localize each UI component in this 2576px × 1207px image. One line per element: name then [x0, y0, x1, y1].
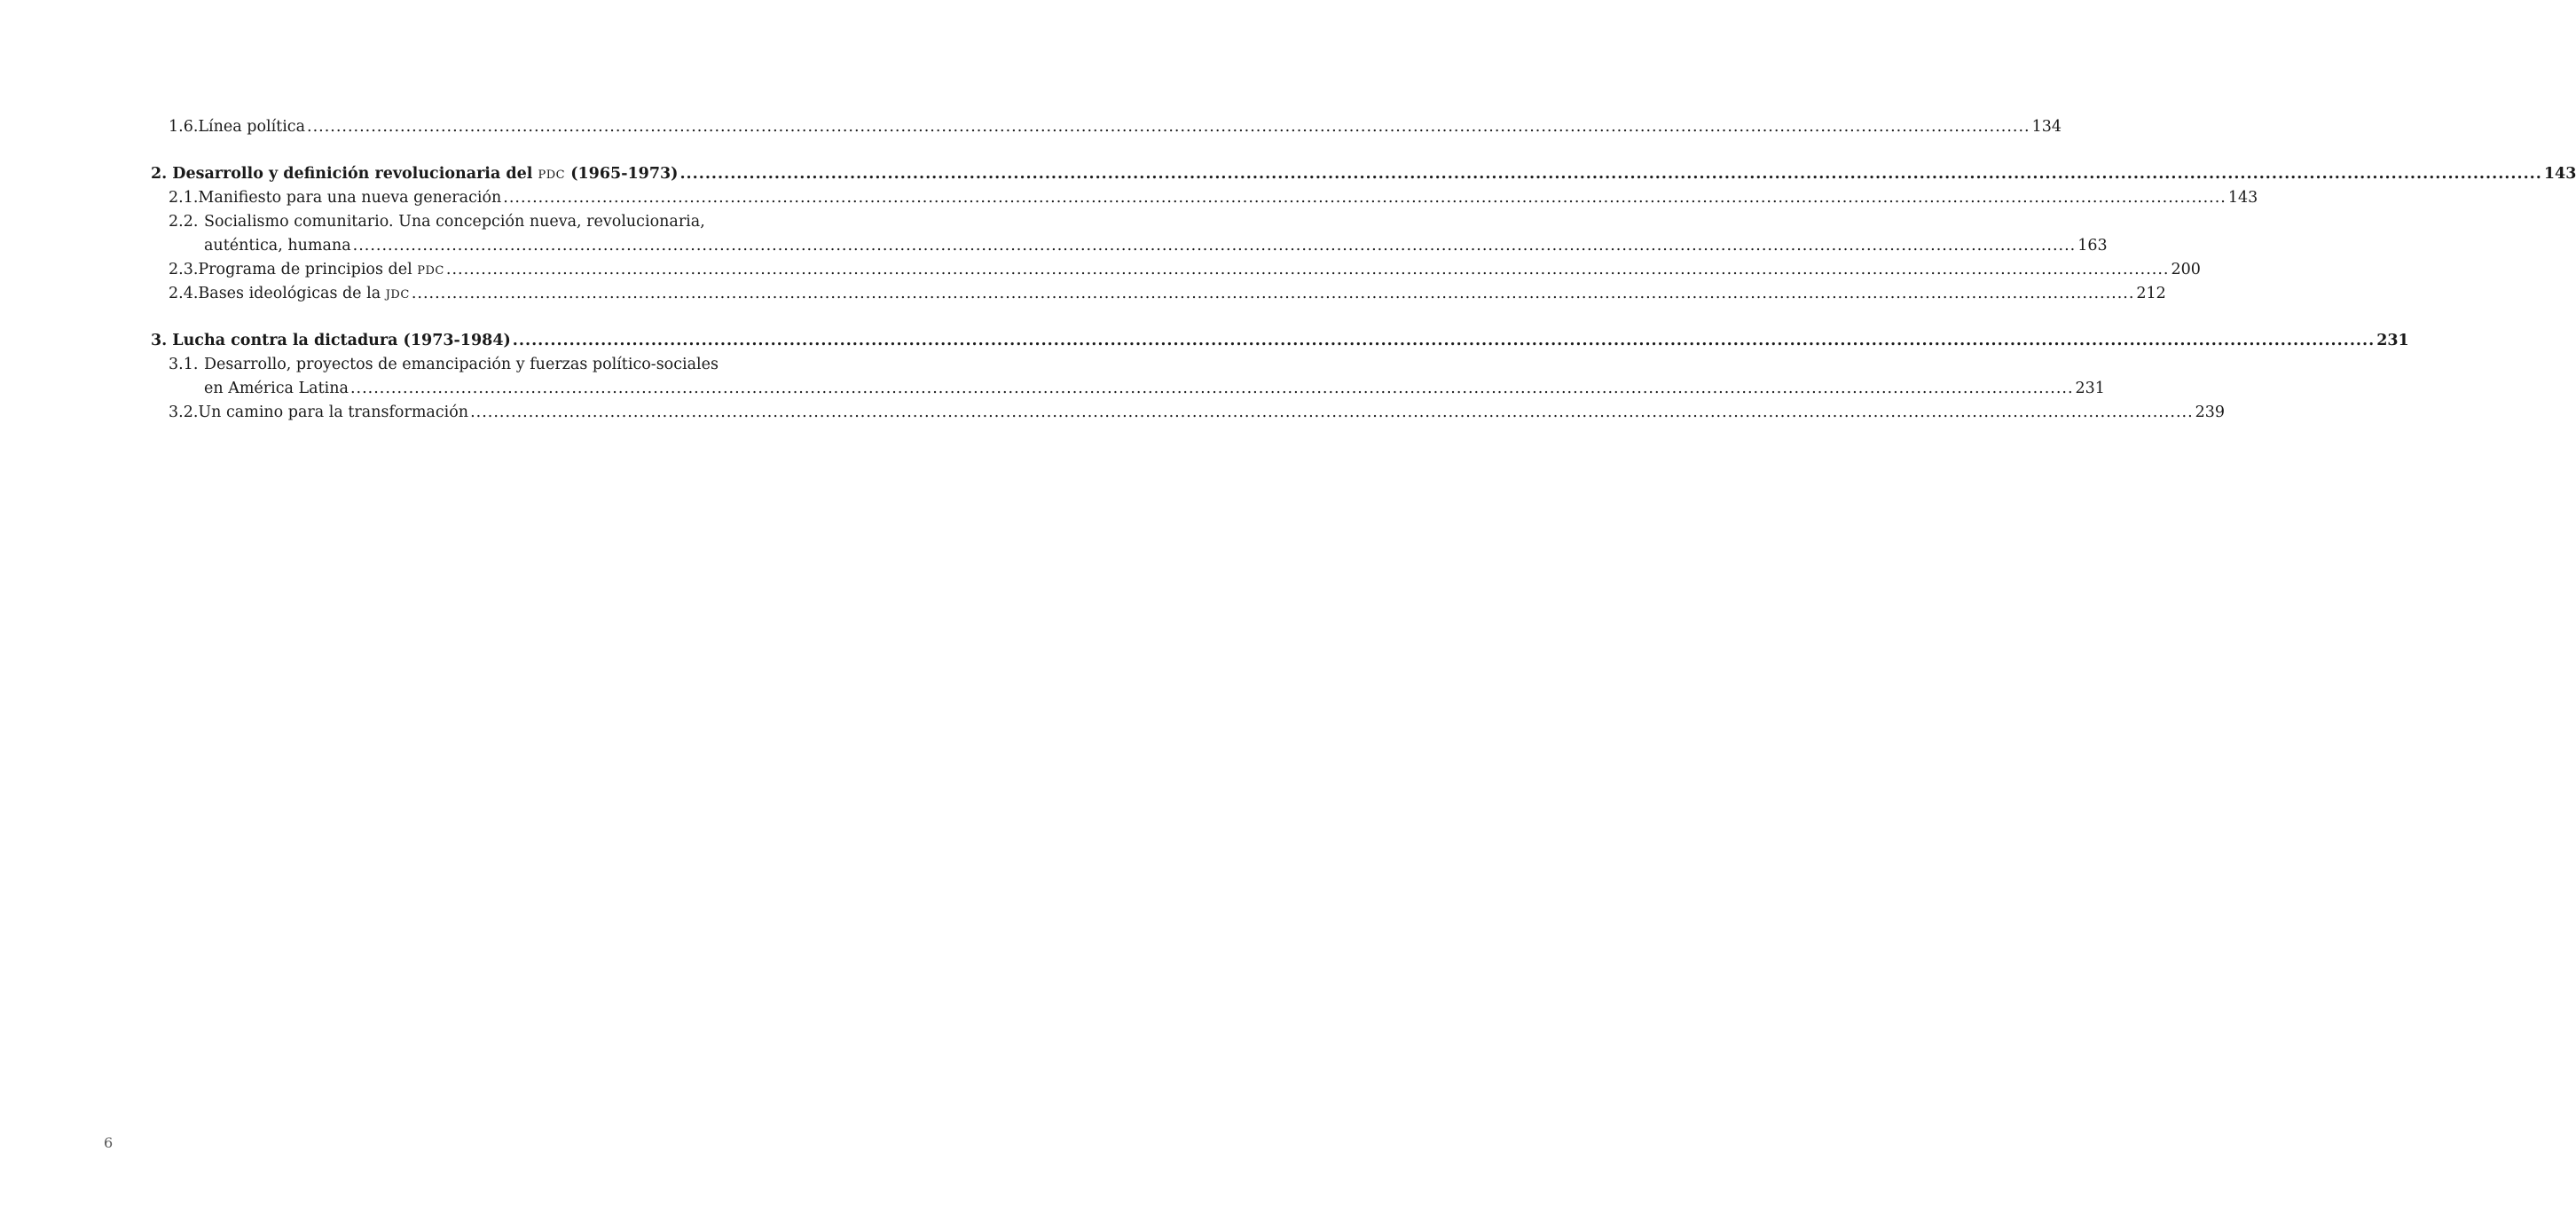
toc-entry-page: 239 — [2195, 404, 2226, 421]
toc-entry-title: Programa de principios del PDC — [198, 261, 444, 278]
abbr-pdc: PDC — [538, 169, 566, 182]
toc-entry-page: 143 — [2543, 165, 2576, 183]
toc-entry-title: Línea política — [198, 118, 306, 136]
toc-entry-number: 2.1. — [169, 189, 199, 207]
toc-entry-title: Lucha contra la dictadura (1973-1984) — [172, 332, 511, 349]
dot-leader — [679, 162, 2541, 186]
dot-leader — [353, 234, 2077, 258]
toc-entry-page: 134 — [2031, 118, 2062, 136]
dot-leader — [513, 329, 2375, 353]
toc-entry-3-2[interactable] — [151, 401, 2226, 425]
toc-entry-page: 143 — [2227, 189, 2258, 207]
toc-entry-1-6[interactable] — [151, 115, 2062, 139]
dot-leader — [470, 401, 2194, 425]
dot-leader — [350, 377, 2074, 401]
toc-entry-number: 2.3. — [169, 261, 199, 278]
toc-entry-2-1[interactable] — [151, 186, 2258, 210]
toc-entry-title: Socialismo comunitario. Una concepción nueva, revolucionaria, — [204, 213, 705, 231]
toc-entry-title: Un camino para la transformación — [198, 404, 469, 421]
toc-entry-2-2-continued[interactable] — [151, 234, 2108, 258]
page-number: 6 — [104, 1134, 114, 1151]
toc-entry-number: 3.1. — [169, 356, 199, 373]
abbr-jdc: JDC — [385, 288, 410, 302]
toc-entry-title: Desarrollo y definición revolucionaria del PDC (1965-1973) — [172, 165, 679, 183]
dot-leader — [307, 115, 2030, 139]
dot-leader — [412, 282, 2135, 306]
toc-entry-page: 231 — [2376, 332, 2409, 349]
toc-entry-number: 2.2. — [169, 213, 199, 231]
toc-entry-title-continued: en América Latina — [204, 380, 349, 397]
toc-entry-title: Manifiesto para una nueva generación — [198, 189, 502, 207]
dot-leader — [503, 186, 2227, 210]
toc-entry-title: Desarrollo, proyectos de emancipación y fuerzas político-sociales — [204, 356, 719, 373]
toc-entry-2-3[interactable] — [151, 258, 2201, 282]
toc-entry-page: 212 — [2136, 285, 2166, 302]
dot-leader — [446, 258, 2170, 282]
toc-entry-page: 163 — [2077, 237, 2108, 255]
toc-section-2[interactable] — [151, 162, 2576, 186]
table-of-contents — [151, 115, 2576, 425]
toc-entry-page: 200 — [2171, 261, 2201, 278]
toc-section-3[interactable] — [151, 329, 2409, 353]
toc-entry-title: Bases ideológicas de la JDC — [198, 285, 410, 302]
toc-entry-number: 2.4. — [169, 285, 199, 302]
toc-entry-3-1[interactable] — [151, 353, 744, 377]
toc-entry-page: 231 — [2075, 380, 2105, 397]
toc-entry-2-4[interactable] — [151, 282, 2166, 306]
toc-entry-2-2[interactable] — [151, 210, 744, 234]
toc-entry-number: 3.2. — [169, 404, 199, 421]
toc-entry-number: 3. — [151, 332, 168, 349]
toc-entry-number: 2. — [151, 165, 168, 183]
abbr-pdc: PDC — [417, 264, 444, 278]
toc-entry-number: 1.6. — [169, 118, 199, 136]
toc-entry-3-1-continued[interactable] — [151, 377, 2105, 401]
toc-entry-title-continued: auténtica, humana — [204, 237, 351, 255]
